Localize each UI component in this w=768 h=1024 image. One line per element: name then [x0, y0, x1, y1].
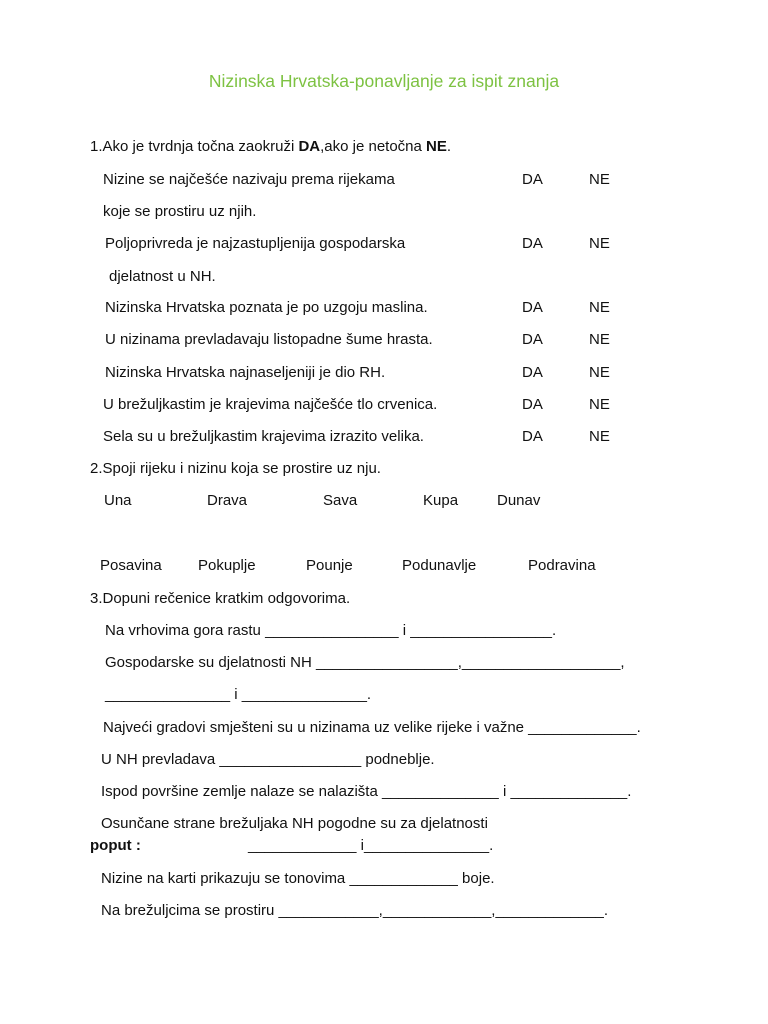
statement-4-da[interactable]: DA: [522, 331, 543, 348]
statement-2: Poljoprivreda je najzastupljenija gospodarska: [105, 235, 406, 252]
statement-1: Nizine se najčešće nazivaju prema rijekama: [103, 171, 395, 188]
lowland-posavina[interactable]: Posavina: [100, 557, 162, 574]
statement-4: U nizinama prevladavaju listopadne šume hrasta.: [105, 331, 433, 348]
lowland-podunavlje[interactable]: Podunavlje: [402, 557, 477, 574]
question-3-text: 3.Dopuni rečenice kratkim odgovorima.: [90, 590, 351, 607]
fill-line-8[interactable]: Nizine na karti prikazuju se tonovima _____________ boje.: [101, 870, 495, 887]
fill-line-3[interactable]: _______________ i _______________.: [105, 686, 372, 703]
statement-3-da[interactable]: DA: [522, 299, 543, 316]
statement-6: U brežuljkastim je krajevima najčešće tlo crvenica.: [103, 396, 438, 413]
fill-line-2[interactable]: Gospodarske su djelatnosti NH _________________,___________________,: [105, 654, 625, 671]
statement-7: Sela su u brežuljkastim krajevima izrazito velika.: [103, 428, 424, 445]
fill-line-1[interactable]: Na vrhovima gora rastu ________________ i _________________.: [105, 622, 557, 639]
fill-line-5[interactable]: U NH prevladava _________________ podneblje.: [101, 751, 435, 768]
fill-line-4[interactable]: Najveći gradovi smješteni su u nizinama uz velike rijeke i važne _____________.: [103, 719, 641, 736]
statement-2-ne[interactable]: NE: [589, 235, 610, 252]
lowland-pounje[interactable]: Pounje: [306, 557, 353, 574]
river-dunav[interactable]: Dunav: [497, 492, 541, 509]
statement-4-ne[interactable]: NE: [589, 331, 610, 348]
statement-2-continuation: djelatnost u NH.: [109, 268, 216, 285]
statement-5: Nizinska Hrvatska najnaseljeniji je dio RH.: [105, 364, 386, 381]
lowland-podravina[interactable]: Podravina: [528, 557, 596, 574]
statement-6-ne[interactable]: NE: [589, 396, 610, 413]
fill-line-6[interactable]: Ispod površine zemlje nalaze se nalazišta ______________ i ______________.: [101, 783, 632, 800]
statement-3-ne[interactable]: NE: [589, 299, 610, 316]
statement-1-da[interactable]: DA: [522, 171, 543, 188]
question-1-text-c: .: [446, 138, 452, 155]
statement-6-da[interactable]: DA: [522, 396, 543, 413]
lowland-pokuplje[interactable]: Pokuplje: [198, 557, 256, 574]
river-una[interactable]: Una: [104, 492, 132, 509]
statement-7-da[interactable]: DA: [522, 428, 543, 445]
question-1-number: 1.: [90, 138, 103, 155]
statement-5-ne[interactable]: NE: [589, 364, 610, 381]
statement-1-continuation: koje se prostiru uz njih.: [103, 203, 257, 220]
fill-line-7-poput: poput :: [90, 837, 141, 854]
river-drava[interactable]: Drava: [207, 492, 248, 509]
question-1-da: DA: [298, 138, 321, 155]
page-title: Nizinska Hrvatska-ponavljanje za ispit znanja: [208, 71, 560, 91]
statement-1-ne[interactable]: NE: [589, 171, 610, 188]
question-1-heading: [90, 138, 451, 156]
statement-3: Nizinska Hrvatska poznata je po uzgoju maslina.: [105, 299, 428, 316]
question-1-text-b: ,ako je netočna: [320, 138, 427, 155]
river-sava[interactable]: Sava: [323, 492, 358, 509]
river-kupa[interactable]: Kupa: [423, 492, 459, 509]
question-2-text: 2.Spoji rijeku i nizinu koja se prostire uz nju.: [90, 460, 381, 477]
statement-7-ne[interactable]: NE: [589, 428, 610, 445]
fill-line-9[interactable]: Na brežuljcima se prostiru ____________,_____________,_____________.: [101, 902, 609, 919]
fill-line-7-blanks[interactable]: _____________ i_______________.: [248, 837, 494, 854]
statement-2-da[interactable]: DA: [522, 235, 543, 252]
question-1-ne: NE: [426, 138, 447, 155]
question-1-text-a: Ako je tvrdnja točna zaokruži: [102, 138, 299, 155]
fill-line-7: Osunčane strane brežuljaka NH pogodne su za djelatnosti: [101, 815, 488, 832]
statement-5-da[interactable]: DA: [522, 364, 543, 381]
